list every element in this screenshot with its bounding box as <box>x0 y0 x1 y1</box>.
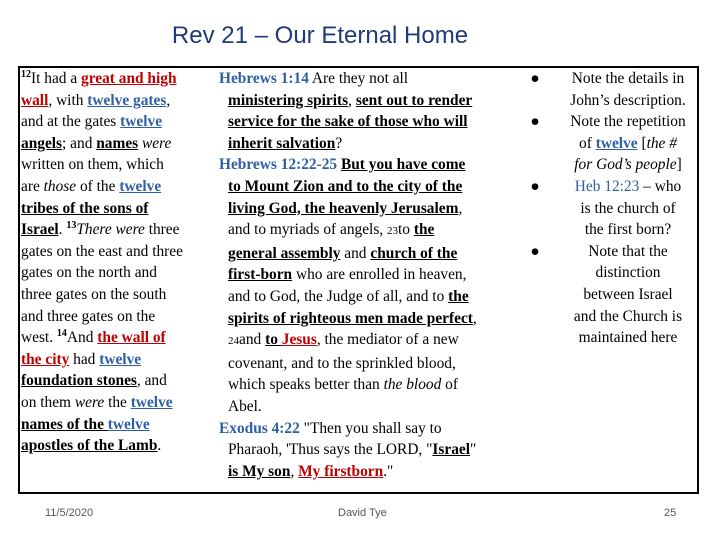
note-bullet-1: ● Note the details in <box>528 68 698 90</box>
text-line: written on them, which <box>21 156 164 174</box>
text-line: the city had twelve <box>21 350 142 368</box>
text-line: gates on the east and three <box>21 242 183 260</box>
text-line: apostles of the Lamb. <box>21 437 162 455</box>
text-line: between Israel <box>583 285 673 303</box>
text-line: John’s description. <box>570 91 686 109</box>
text-line: service for the sake of those who will <box>228 113 468 131</box>
text-line: is the church of <box>580 199 676 217</box>
text-line: for God’s people] <box>574 156 682 174</box>
revelation-text-column <box>21 68 219 457</box>
text-line: three gates on the south <box>21 285 167 303</box>
text-line: Exodus 4:22 "Then you shall say to <box>219 419 442 437</box>
note-bullet-4: ● Note that the <box>528 241 698 263</box>
text-line: Pharaoh, 'Thus says the LORD, "Israel" <box>228 441 477 459</box>
bullet-icon: ● <box>530 177 540 195</box>
text-line: first-born who are enrolled in heaven, <box>228 266 467 284</box>
notes-column <box>528 68 698 349</box>
text-line: inherit salvation? <box>228 134 343 152</box>
text-line: spirits of righteous men made perfect, <box>228 309 477 327</box>
text-line: which speaks better than the blood of <box>228 376 458 394</box>
text-line: Abel. <box>228 397 262 415</box>
note-bullet-2: ● Note the repetition <box>528 111 698 133</box>
text-line: general assembly and church of the <box>228 244 458 262</box>
text-line: maintained here <box>578 329 678 347</box>
text-line: living God, the heavenly Jerusalem, <box>228 199 463 217</box>
text-line: and the Church is <box>573 307 683 325</box>
footer-date: 11/5/2020 <box>45 507 94 519</box>
slide-title: Rev 21 – Our Eternal Home <box>171 22 469 49</box>
text-line: ministering spirits, sent out to render <box>228 91 473 109</box>
text-line: and to God, the Judge of all, and to the <box>228 287 469 305</box>
text-line: and three gates on the <box>21 307 156 325</box>
text-line: wall, with twelve gates, <box>21 91 171 109</box>
text-line: of twelve [the # <box>579 134 677 152</box>
bullet-icon: ● <box>530 113 540 131</box>
text-line: 24and to Jesus, the mediator of a new <box>228 331 459 349</box>
text-line: and to myriads of angels, 23to the <box>228 221 435 239</box>
bullet-icon: ● <box>530 70 540 87</box>
text-line: gates on the north and <box>21 264 157 282</box>
text-line: angels; and names were <box>21 134 172 152</box>
text-line: and at the gates twelve <box>21 113 163 131</box>
text-line: the first born? <box>584 221 672 239</box>
text-line: $^{12}$It had a great and high <box>21 68 177 87</box>
text-line: on them were the twelve <box>21 393 173 411</box>
text-line: are those of the twelve <box>21 177 162 195</box>
text-line: distinction <box>595 264 661 282</box>
text-line: tribes of the sons of <box>21 199 149 217</box>
note-bullet-3: ● Heb 12:23 – who <box>528 176 698 198</box>
text-line: to Mount Zion and to the city of the <box>228 177 463 195</box>
footer-page-number: 25 <box>664 507 677 519</box>
bullet-icon: ● <box>530 242 540 260</box>
text-line: foundation stones, and <box>21 372 167 390</box>
text-line: is My son, My firstborn." <box>228 462 394 480</box>
text-line: names of the twelve <box>21 415 150 433</box>
text-line: covenant, and to the sprinkled blood, <box>228 354 456 372</box>
text-line: Israel. $^{13}$There were three <box>21 220 180 239</box>
footer-author: David Tye <box>338 507 387 519</box>
text-line: Hebrews 12:22-25 But you have come <box>219 156 466 174</box>
text-line: Hebrews 1:14 Are they not all <box>219 70 409 87</box>
text-line: west. $^{14}$And the wall of <box>21 328 166 347</box>
cross-reference-column <box>219 68 524 482</box>
